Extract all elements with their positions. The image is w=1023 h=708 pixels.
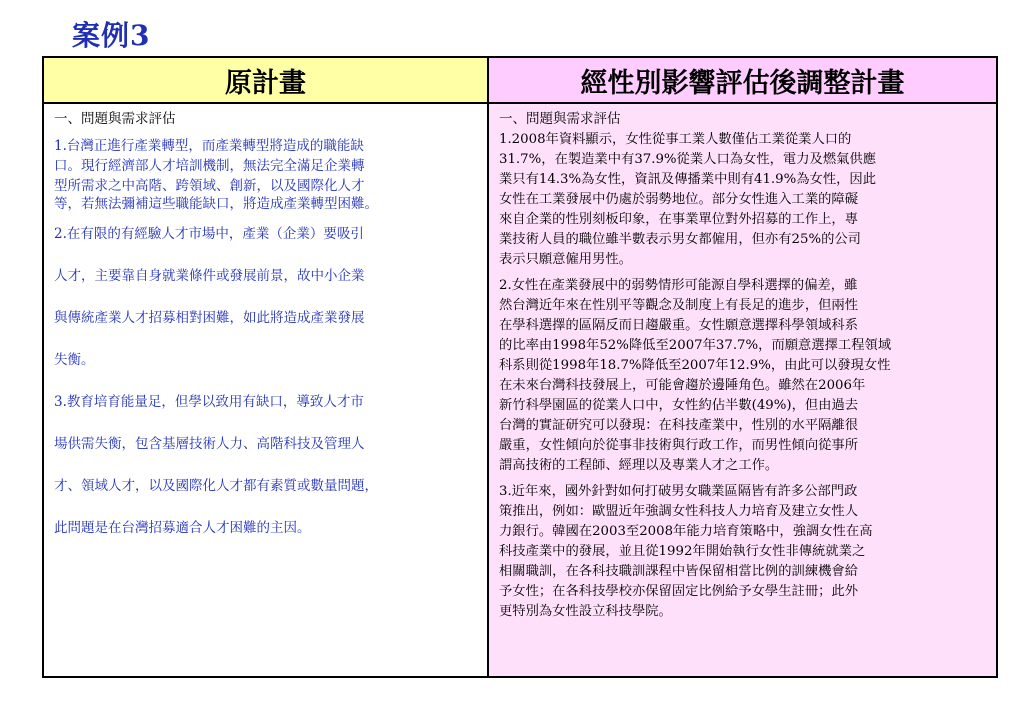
text-line: 等，若無法彌補這些職能缺口，將造成產業轉型困難。 [54, 196, 378, 212]
text-line: 科技產業中的發展，並且從1992年開始執行女性非傳統就業之 [499, 544, 866, 559]
text-line: 業只有14.3%為女性，資訊及傳播業中則有41.9%為女性，因此 [499, 172, 877, 187]
text-line: 表示只願意僱用男性。 [499, 252, 632, 267]
right-paragraph-1 [499, 130, 992, 270]
text-line: 新竹科學園區的從業人口中，女性約佔半數(49%)，但由過去 [499, 398, 859, 413]
text-line: 口。現行經濟部人才培訓機制，無法完全滿足企業轉 [54, 158, 365, 174]
text-line: 女性在工業發展中仍處於弱勢地位。部分女性進入工業的障礙 [499, 192, 859, 207]
text-line: 1.台灣正進行產業轉型，而產業轉型將造成的職能缺 [54, 138, 364, 154]
right-subheading: 一、問題與需求評估 [499, 111, 621, 127]
text-line: 策推出，例如：歐盟近年強調女性科技人力培育及建立女性人 [499, 504, 859, 519]
text-line: 2.女性在產業發展中的弱勢情形可能源自學科選擇的偏差，雖 [499, 278, 858, 293]
text-line: 型所需求之中高階、跨領域、創新，以及國際化人才 [54, 178, 365, 194]
left-paragraph-2 [54, 224, 481, 370]
text-line: 此問題是在台灣招募適合人才困難的主因。 [54, 520, 311, 536]
text-line: 在未來台灣科技發展上，可能會趨於邊陲角色。雖然在2006年 [499, 378, 866, 393]
right-paragraph-2 [499, 276, 992, 476]
text-line: 在學科選擇的區隔反而日趨嚴重。女性願意選擇科學領域科系 [499, 318, 859, 333]
text-line: 予女性；在各科技學校亦保留固定比例給予女學生註冊；此外 [499, 584, 859, 599]
text-line: 31.7%，在製造業中有37.9%從業人口為女性，電力及燃氣供應 [499, 152, 877, 167]
text-line: 3.教育培育能量足，但學以致用有缺口，導致人才市 [54, 394, 364, 410]
text-line: 謂高技術的工程師、經理以及專業人才之工作。 [499, 458, 779, 473]
text-line: 1.2008年資料顯示，女性從事工業人數僅佔工業從業人口的 [499, 132, 852, 147]
text-line: 的比率由1998年52%降低至2007年37.7%，而願意選擇工程領域 [499, 338, 892, 353]
page-title: 案例3 [72, 19, 151, 52]
text-line: 台灣的實証研究可以發現：在科技產業中，性別的水平隔離很 [499, 418, 859, 433]
original-plan-header: 原計畫 [44, 58, 487, 104]
text-line: 3.近年來，國外針對如何打破男女職業區隔皆有許多公部門政 [499, 484, 858, 499]
text-line: 人才，主要靠自身就業條件或發展前景，故中小企業 [54, 268, 365, 284]
text-line: 2.在有限的有經驗人才市場中，產業（企業）要吸引 [54, 226, 364, 242]
adjusted-plan-header: 經性別影響評估後調整計畫 [487, 58, 996, 104]
text-line: 然台灣近年來在性別平等觀念及制度上有長足的進步，但兩性 [499, 298, 859, 313]
adjusted-plan-column [487, 104, 996, 676]
text-line: 力銀行。韓國在2003至2008年能力培育策略中，強調女性在高 [499, 524, 873, 539]
original-plan-column [44, 104, 487, 676]
comparison-table [42, 56, 998, 678]
text-line: 失衡。 [54, 352, 95, 368]
text-line: 科系則從1998年18.7%降低至2007年12.9%，由此可以發現女性 [499, 358, 891, 373]
text-line: 才、領域人才，以及國際化人才都有素質或數量問題， [54, 478, 378, 494]
text-line: 嚴重，女性傾向於從事非技術與行政工作，而男性傾向從事所 [499, 438, 859, 453]
text-line: 更特別為女性設立科技學院。 [499, 604, 672, 619]
text-line: 業技術人員的職位雖半數表示男女都僱用，但亦有25%的公司 [499, 232, 861, 247]
text-line: 相關職訓，在各科技職訓課程中皆保留相當比例的訓練機會給 [499, 564, 859, 579]
left-subheading: 一、問題與需求評估 [54, 111, 176, 127]
left-paragraph-3 [54, 392, 481, 538]
right-paragraph-3 [499, 482, 992, 622]
left-paragraph-1 [54, 134, 481, 214]
text-line: 來自企業的性別刻板印象，在事業單位對外招募的工作上，專 [499, 212, 859, 227]
text-line: 場供需失衡，包含基層技術人力、高階科技及管理人 [54, 436, 365, 452]
text-line: 與傳統產業人才招募相對困難，如此將造成產業發展 [54, 310, 365, 326]
